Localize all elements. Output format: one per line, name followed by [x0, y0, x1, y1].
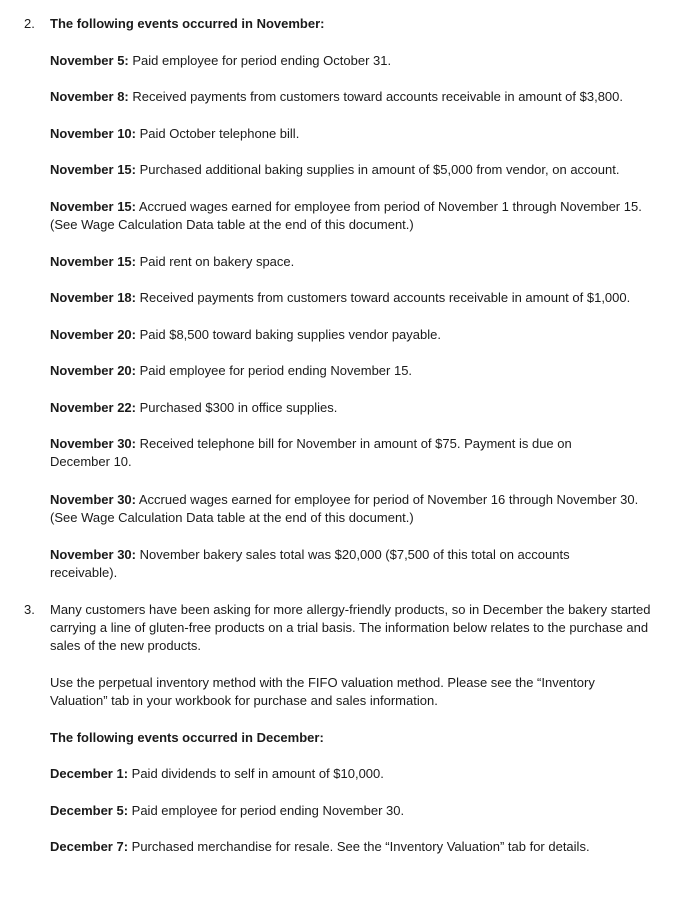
event-item — [50, 88, 670, 106]
event-text: Paid rent on bakery space. — [135, 254, 295, 269]
section-3-heading: The following events occurred in December: — [50, 730, 324, 745]
event-item — [50, 198, 662, 234]
event-text: Paid October telephone bill. — [135, 126, 300, 141]
event-date: November 15: — [50, 199, 136, 214]
event-item — [50, 802, 670, 820]
event-date: November 15: — [50, 254, 136, 269]
event-item — [50, 765, 670, 783]
event-date: December 5: — [50, 803, 129, 818]
event-text: Received payments from customers toward accounts receivable in amount of $1,000. — [135, 290, 631, 305]
section-3-number: 3. — [24, 602, 35, 617]
section-3-method: Use the perpetual inventory method with the FIFO valuation method. Please see the “Inventory Valuation” tab in your workbook for purchase and sales information. — [50, 675, 595, 708]
event-date: November 30: — [50, 436, 136, 451]
event-item — [50, 253, 670, 271]
event-text: Paid dividends to self in amount of $10,000. — [128, 766, 384, 781]
event-item — [50, 289, 670, 307]
event-date: November 18: — [50, 290, 136, 305]
event-item — [50, 362, 670, 380]
event-text: Paid employee for period ending October 31. — [128, 53, 392, 68]
event-text: Received telephone bill for November in amount of $75. Payment is due on December 10. — [50, 436, 572, 469]
event-date: November 5: — [50, 53, 129, 68]
event-date: November 30: — [50, 547, 136, 562]
event-text: November bakery sales total was $20,000 ($7,500 of this total on accounts receivable). — [50, 547, 570, 580]
event-date: November 30: — [50, 492, 136, 507]
event-text: Paid $8,500 toward baking supplies vendor payable. — [135, 327, 441, 342]
event-date: December 7: — [50, 839, 129, 854]
event-text: Purchased $300 in office supplies. — [135, 400, 338, 415]
section-3-intro: Many customers have been asking for more allergy-friendly products, so in December the bakery started carrying a line of gluten-free products on a trial basis. The information below relates to the purchase and sales of the new products. — [50, 602, 651, 653]
event-date: November 20: — [50, 363, 136, 378]
event-text: Paid employee for period ending November 15. — [135, 363, 413, 378]
event-date: November 10: — [50, 126, 136, 141]
event-text: Accrued wages earned for employee from period of November 1 through November 15. (See Wage Calculation Data table at the end of this document.) — [50, 199, 642, 232]
event-item — [50, 125, 670, 143]
event-date: November 20: — [50, 327, 136, 342]
event-item — [50, 52, 670, 70]
event-text: Purchased merchandise for resale. See the “Inventory Valuation” tab for details. — [128, 839, 590, 854]
event-item — [50, 838, 670, 856]
event-date: November 15: — [50, 162, 136, 177]
event-date: November 8: — [50, 89, 129, 104]
event-text: Purchased additional baking supplies in amount of $5,000 from vendor, on account. — [135, 162, 620, 177]
event-item — [50, 161, 670, 179]
event-item — [50, 326, 670, 344]
section-2-heading: The following events occurred in November: — [50, 16, 325, 31]
event-item — [50, 399, 670, 417]
event-date: December 1: — [50, 766, 129, 781]
section-2-number: 2. — [24, 16, 35, 31]
event-text: Accrued wages earned for employee for period of November 16 through November 30. (See Wage Calculation Data table at the end of this document.) — [50, 492, 639, 525]
event-text: Paid employee for period ending November 30. — [128, 803, 405, 818]
event-date: November 22: — [50, 400, 136, 415]
event-item — [50, 491, 658, 527]
event-item — [50, 546, 610, 582]
event-item — [50, 435, 610, 471]
event-text: Received payments from customers toward accounts receivable in amount of $3,800. — [128, 89, 623, 104]
